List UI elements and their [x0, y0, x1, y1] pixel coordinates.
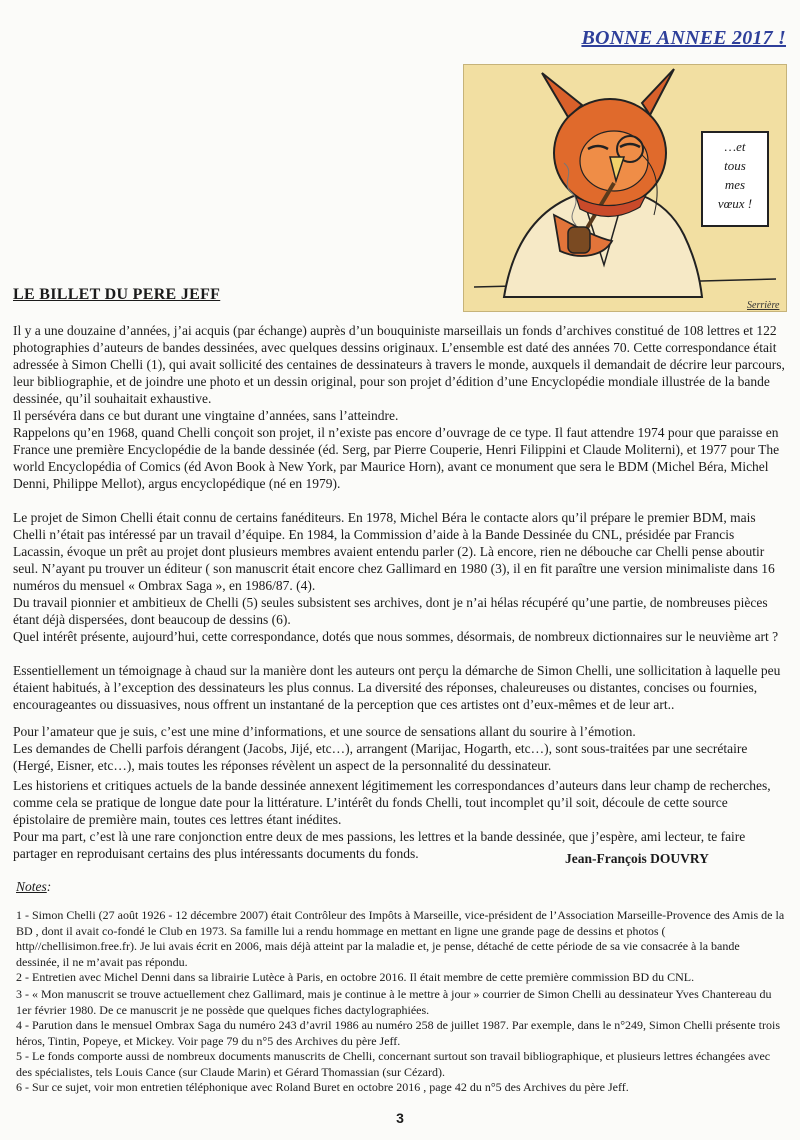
- article-paragraph: Rappelons qu’en 1968, quand Chelli conçoit son projet, il n’existe pas encore d’ouvrage de ce type. Il faut attendre 1974 pour que paraisse en France une première Encyclopédie de la bande dessinée (éd. Serg, par Pierre Couperie, Henri Filippini et Claude Moliterni), et 1977 pour The world Encyclopédia of Comics (éd Avon Book à New York, par Maurice Horn), avant ce monument que sera le BDM (Michel Béra, Michel Denni, Philippe Mellot), argus encyclopédique (né en 1979).: [13, 425, 780, 491]
- note-item: 6 - Sur ce sujet, voir mon entretien téléphonique avec Roland Buret en octobre 2016 , page 42 du n°5 des Archives du père Jeff.: [16, 1080, 629, 1094]
- note-item: 2 - Entretien avec Michel Denni dans sa librairie Lutèce à Paris, en octobre 2016. Il était membre de cette première commission BD du CNL.: [16, 970, 695, 984]
- artist-signature: Serrière: [747, 300, 780, 311]
- article-author: Jean-François DOUVRY: [565, 851, 709, 866]
- page-number: 3: [396, 1110, 404, 1126]
- note-item: 1 - Simon Chelli (27 août 1926 - 12 décembre 2007) était Contrôleur des Impôts à Marseille, vice-président de l’Association Marseille-Provence des Amis de la BD , dont il avait co-fondé le Club en 1973. Sa famille lui a rendu hommage en mettant en ligne une grande page de dessins et photos ( http//chellisimon.free.fr). Je lui avais écrit en 2006, mais déjà atteint par la maladie et, je pense, détaché de cette période de sa vie consacrée à la bande dessinée, il ne m’avait pas répondu.: [16, 908, 785, 969]
- bubble-line: vœux !: [717, 196, 753, 211]
- bubble-line: mes: [724, 177, 746, 192]
- article-paragraph: Pour ma part, c’est là une rare conjonction entre deux de mes passions, les lettres et la bande dessinée, que j’espère, ami lecteur, te faire partager en reproduisant certains des plus intéressants documents du fonds.: [13, 829, 746, 861]
- article-paragraph: Il y a une douzaine d’années, j’ai acquis (par échange) auprès d’un bouquiniste marseillais un fonds d’archives constitué de 108 lettres et 122 photographies d’auteurs de bandes dessinées, avec quelques dessins originaux. L’ensemble est daté des années 70. Cette correspondance était adressée à Simon Chelli (1), qui avait sollicité des centaines de dessinateurs à travers le monde, auxquels il demandait de décrire leur parcours, leur bibliographie, et de joindre une photo et un dessin original, pour son projet d’édition d’une Encyclopédie mondiale illustrée de la bande dessinée, qu’il souhaitait exhaustive.: [13, 323, 785, 406]
- article-paragraph: Le projet de Simon Chelli était connu de certains fanéditeurs. En 1978, Michel Béra le contacte alors qu’il prépare le premier BDM, mais Chelli n’était pas intéressé par un travail d’équipe. En 1984, la Commission d’aide à la Bande Dessinée du CNL, présidée par Francis Lacassin, évoque un prêt au projet dont plusieurs membres avaient entendu parler (2). Là encore, rien ne débouche car Chelli pense aboutir seul. N’ayant pu trouver un éditeur ( son manuscrit était encore chez Gallimard en 1980 (3), il en fit paraître une version minimaliste dans 16 numéros du mensuel « Ombrax Saga », en 1986/87. (4).: [13, 510, 775, 593]
- article-paragraph: Il persévéra dans ce but durant une vingtaine d’années, sans l’atteindre.: [13, 408, 399, 423]
- article-paragraph: Quel intérêt présente, aujourd’hui, cette correspondance, dotés que nous sommes, désormais, de nombreux dictionnaires sur le neuvième art ?: [13, 629, 779, 644]
- notes-heading: [16, 879, 51, 895]
- new-year-banner: BONNE ANNEE 2017 !: [581, 27, 786, 49]
- notes-heading-label: Notes: [16, 879, 47, 894]
- note-item: 5 - Le fonds comporte aussi de nombreux documents manuscrits de Chelli, concernant surtout son travail bibliographique, et plusieurs lettres échangées avec des spécialistes, tels Louis Cance (sur Claude Marin) et Gérard Thomassian (sur Cézard).: [16, 1049, 771, 1079]
- article-paragraph: Essentiellement un témoignage à chaud sur la manière dont les auteurs ont perçu la démarche de Simon Chelli, une sollicitation à laquelle peu étaient habitués, à l’exception des dessinateurs les plus connus. La diversité des réponses, chaleureuses ou distantes, concises ou fournies, encourageantes ou dissuasives, nous offrent un instantané de la perception que ces artistes ont d’eux-mêmes et de leur art..: [13, 663, 781, 712]
- article-paragraph: Les historiens et critiques actuels de la bande dessinée annexent légitimement les correspondances d’auteurs dans leur champ de recherches, comme cela se pratique de longue date pour la littérature. L’intérêt du fonds Chelli, tout incomplet qu’il soit, découle de cette source épistolaire de première main, toutes ces lettres étant inédites.: [13, 778, 771, 827]
- article-paragraph: Pour l’amateur que je suis, c’est une mine d’informations, et une source de sensations allant du sourire à l’émotion.: [13, 724, 636, 739]
- article-title: LE BILLET DU PERE JEFF: [13, 286, 221, 303]
- article-paragraph: Les demandes de Chelli parfois dérangent (Jacobs, Jijé, etc…), arrangent (Marijac, Hogarth, etc…), sont sous-traitées par une secrétaire (Hergé, Eisner, etc…), mais toutes les réponses révèlent un aspect de la personnalité du dessinateur.: [13, 741, 748, 773]
- bubble-line: tous: [724, 158, 746, 173]
- note-item: 3 - « Mon manuscrit se trouve actuellement chez Gallimard, mais je continue à le mettre à jour » courrier de Simon Chelli au dessinateur Yves Chantereau du 1er février 1980. De ce manuscrit je ne possède que quelques fiches dactylographiées.: [16, 987, 772, 1017]
- note-item: 4 - Parution dans le mensuel Ombrax Saga du numéro 243 d’avril 1986 au numéro 258 de juillet 1987. Par exemple, dans le n°249, Simon Chelli présente trois héros, Tintin, Popeye, et Mickey. Voir page 79 du n°5 des Archives du père Jeff.: [16, 1018, 780, 1048]
- owl-cartoon-illustration: [463, 64, 787, 312]
- speech-bubble: [701, 131, 769, 227]
- bubble-line: …et: [724, 139, 746, 154]
- article-paragraph: Du travail pionnier et ambitieux de Chelli (5) seules subsistent ses archives, dont je n’ai hélas récupéré qu’une partie, de nombreuses pièces étant déjà dispersées, dont beaucoup de dessins (6).: [13, 595, 768, 627]
- notes-heading-colon: :: [46, 879, 52, 894]
